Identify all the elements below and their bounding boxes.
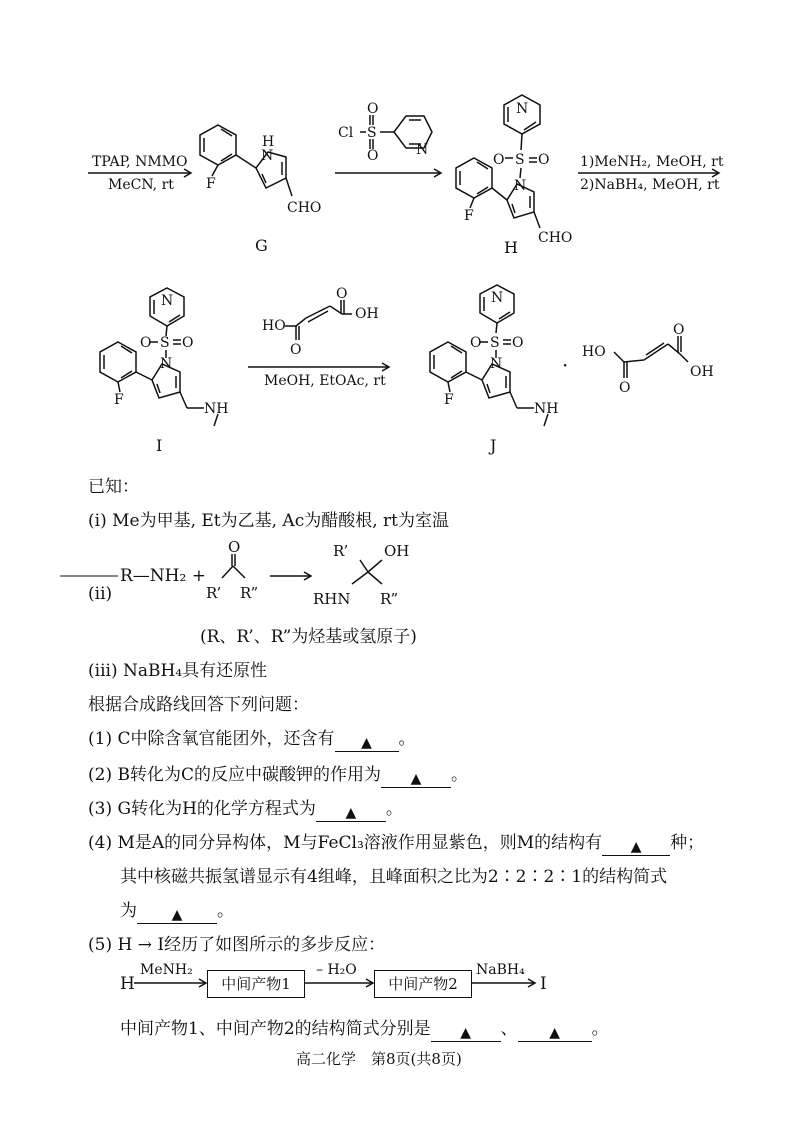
svg-text:O: O [538, 152, 550, 168]
reagent-cl: Cl [338, 125, 354, 141]
known-heading: 已知： [88, 477, 139, 497]
g-nh: H [262, 134, 275, 150]
answer-blank-3[interactable]: ▲ [316, 805, 386, 822]
question-5-answer: 中间产物1、中间产物2的结构简式分别是 ▲ 、 ▲ 。 [120, 1019, 609, 1041]
question-4-line2: 其中核磁共振氢谱显示有4组峰，且峰面积之比为2∶2∶2∶1的结构简式 [120, 867, 668, 887]
label-h: H [504, 238, 518, 257]
cond-3-bottom: 2)NaBH₄, MeOH, rt [580, 177, 720, 193]
svg-text:OH: OH [355, 306, 379, 322]
question-5: (5) H → I经历了如图所示的多步反应： [88, 935, 386, 955]
svg-text:O: O [619, 380, 631, 396]
intermediate-box-2: 中间产物2 [374, 970, 472, 998]
q5-reagent-2: – H₂O [316, 962, 357, 978]
svg-text:R”: R” [380, 590, 399, 608]
g-aldehyde: CHO [287, 200, 322, 216]
svg-text:R’: R’ [206, 584, 222, 602]
svg-text:O: O [673, 322, 685, 338]
known-ii-amine: R—NH₂ + [120, 566, 206, 586]
svg-text:N: N [490, 356, 503, 372]
svg-text:O: O [140, 335, 152, 351]
question-2: (2) B转化为C的反应中碳酸钾的作用为 ▲ 。 [88, 765, 468, 787]
i-fluorine: F [114, 392, 124, 408]
g-fluorine: F [206, 176, 216, 192]
svg-text:N: N [160, 356, 173, 372]
svg-text:O: O [290, 342, 302, 358]
label-j: J [490, 436, 497, 455]
known-i: (i) Me为甲基, Et为乙基, Ac为醋酸根, rt为室温 [88, 511, 449, 531]
svg-text:O: O [470, 335, 482, 351]
h-fluorine: F [464, 208, 474, 224]
known-ii-note: (R、R’、R”为烃基或氢原子) [200, 627, 417, 647]
svg-text:O: O [512, 335, 524, 351]
h-benzene [456, 158, 492, 198]
j-benzene [430, 342, 466, 382]
i-benzene [100, 342, 136, 382]
cond-1-top: TPAP, NMMO [92, 154, 188, 170]
svg-text:N: N [514, 178, 527, 194]
svg-text:R’: R’ [333, 542, 349, 560]
svg-text:S: S [490, 335, 500, 351]
h-aldehyde: CHO [538, 230, 573, 246]
known-ii-label: (ii) [88, 584, 113, 604]
question-4: (4) M是A的同分异构体，M与FeCl₃溶液作用显紫色，则M的结构有 ▲ 种； [88, 833, 705, 855]
answer-blank-5b[interactable]: ▲ [518, 1025, 592, 1042]
svg-text:OH: OH [384, 542, 410, 560]
cond-4-bottom: MeOH, EtOAc, rt [264, 373, 386, 389]
j-fluorine: F [444, 392, 454, 408]
answer-blank-4b[interactable]: ▲ [137, 907, 217, 924]
answer-blank-2[interactable]: ▲ [381, 771, 451, 788]
cond-1-bottom: MeCN, rt [108, 177, 174, 193]
svg-text:O: O [182, 335, 194, 351]
known-iii: (iii) NaBH₄具有还原性 [88, 661, 268, 681]
q5-start-h: H [120, 974, 135, 994]
svg-text:O: O [493, 152, 505, 168]
svg-text:N: N [516, 101, 529, 117]
svg-text:R”: R” [240, 584, 259, 602]
svg-text:OH: OH [690, 364, 714, 380]
intermediate-box-1: 中间产物1 [207, 970, 305, 998]
cond-3-top: 1)MeNH₂, MeOH, rt [580, 154, 724, 170]
svg-text:HO: HO [582, 344, 606, 360]
label-g: G [255, 236, 268, 255]
svg-text:RHN: RHN [313, 590, 351, 608]
question-3: (3) G转化为H的化学方程式为 ▲ 。 [88, 799, 403, 821]
answer-blank-1[interactable]: ▲ [335, 735, 399, 752]
label-i: I [156, 436, 163, 455]
svg-text:N: N [161, 293, 174, 309]
answer-blank-5a[interactable]: ▲ [431, 1025, 501, 1042]
question-1: (1) C中除含氧官能团外，还含有 ▲ 。 [88, 729, 416, 751]
svg-text:O: O [336, 286, 348, 302]
svg-text:HO: HO [262, 318, 286, 334]
g-benzene [200, 125, 236, 165]
svg-text:N: N [416, 142, 429, 158]
svg-text:S: S [515, 152, 525, 168]
i-nh: NH [204, 401, 229, 417]
questions-intro: 根据合成路线回答下列问题： [88, 695, 309, 715]
svg-text:O: O [367, 101, 379, 117]
svg-text:N: N [491, 290, 504, 306]
answer-blank-4a[interactable]: ▲ [602, 839, 670, 856]
q5-reagent-3: NaBH₄ [476, 962, 525, 978]
svg-text:O: O [367, 148, 379, 164]
question-4-line3: 为 ▲ 。 [120, 901, 234, 923]
svg-text:N: N [261, 148, 274, 164]
svg-text:O: O [228, 538, 241, 556]
svg-text:S: S [367, 125, 377, 141]
svg-text:S: S [160, 335, 170, 351]
j-nh: NH [534, 401, 559, 417]
page-footer: 高二化学 第8页(共8页) [296, 1050, 462, 1068]
q5-reagent-1: MeNH₂ [140, 962, 193, 978]
salt-dot: · [562, 353, 569, 377]
q5-end-i: I [540, 974, 547, 994]
